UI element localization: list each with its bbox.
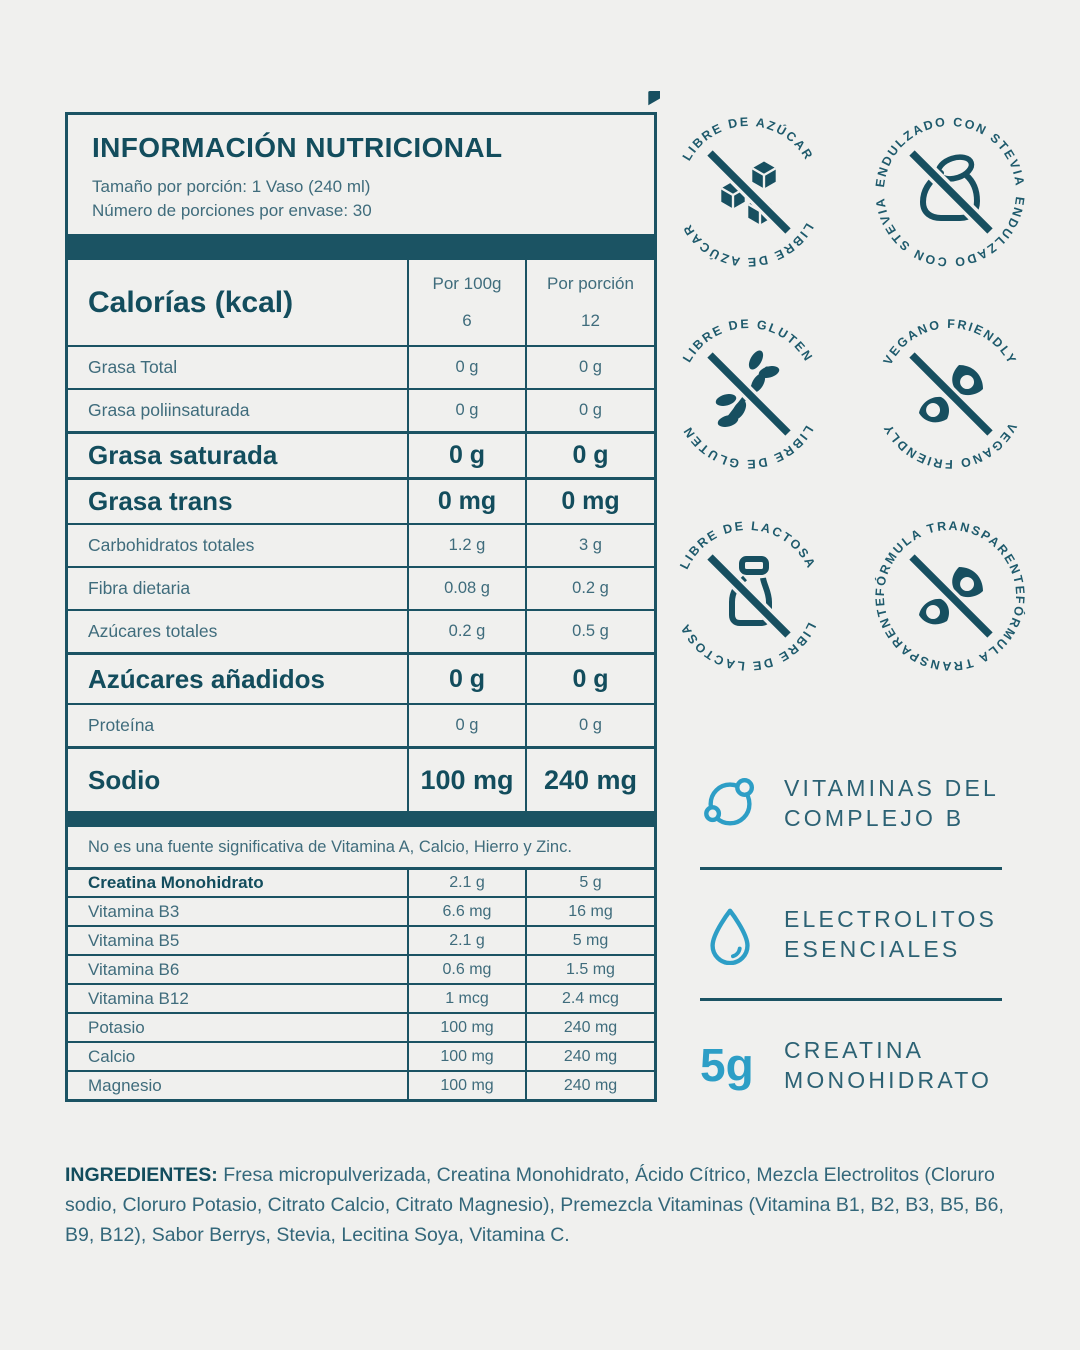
divider [700,867,1002,870]
nutrient-name: Vitamina B6 [88,959,180,979]
value-per-portion: 2.4 mcg [525,985,654,1012]
certification-badges [647,91,1051,697]
nutrient-name: Grasa saturada [88,440,278,470]
divider [700,998,1002,1001]
table-row [68,431,654,477]
highlight-electrolitos [700,894,1012,974]
value-per-portion: 1.5 mg [525,956,654,983]
value-per-portion: 240 mg [525,1072,654,1099]
value-per-portion: 5 mg [525,927,654,954]
value-per-100g: 2.1 g [407,870,525,896]
svg-text:VEGANO FRIENDLY: VEGANO FRIENDLY [880,316,1020,368]
badge-vegano-friendly [849,293,1051,495]
value-per-portion: 5 g [525,870,654,896]
calories-per-100g: 6 [462,311,472,330]
5g-amount: 5g [700,1039,754,1091]
badge-endulzado-con-stevia [849,91,1051,293]
table-row [68,523,654,566]
svg-text:LIBRE DE LACTOSA: LIBRE DE LACTOSA [677,620,819,674]
value-per-portion: 0.5 g [525,611,654,652]
value-per-portion: 0 g [525,390,654,431]
significance-note: No es una fuente significativa de Vitamina A, Calcio, Hierro y Zinc. [88,837,572,856]
column-per-100g [407,260,525,345]
separator-bar-top [65,237,657,257]
svg-text:ENDULZADO CON STEVIA: ENDULZADO CON STEVIA [873,114,1027,189]
table-row-calories [68,257,654,345]
svg-text:LIBRE DE LACTOSA: LIBRE DE LACTOSA [677,518,819,572]
nutrient-name: Sodio [88,764,161,795]
nutrient-name: Grasa trans [88,486,233,516]
value-per-100g: 6.6 mg [407,898,525,925]
column-per-portion [525,260,654,345]
calories-per-portion: 12 [581,311,600,330]
svg-text:LIBRE DE GLUTEN: LIBRE DE GLUTEN [680,423,816,472]
value-per-100g: 0 g [407,705,525,746]
badge-libre-de-lactosa [647,495,849,697]
table-row [68,1041,654,1070]
product-highlights [700,763,1012,1105]
svg-text:ENDULZADO CON STEVIA: ENDULZADO CON STEVIA [873,195,1027,270]
svg-text:LIBRE DE AZÚCAR: LIBRE DE AZÚCAR [679,220,817,270]
value-per-portion: 0 g [525,655,654,703]
svg-text:VEGANO FRIENDLY: VEGANO FRIENDLY [880,420,1020,472]
table-row [68,954,654,983]
nutrient-name: Carbohidratos totales [88,535,255,555]
value-per-100g: 0 g [407,655,525,703]
highlight-text: CREATINA MONOHIDRATO [784,1036,993,1093]
svg-text:FÓRMULA TRANSPARENTE: FÓRMULA TRANSPARENTE [872,518,1028,597]
highlight-vitaminas [700,763,1012,843]
nutrient-name: Calorías (kcal) [88,285,294,319]
value-per-portion: 3 g [525,525,654,566]
ingredients-text: Fresa micropulverizada, Creatina Monohidrato, Ácido Cítrico, Mezcla Electrolitos (Cloruro sodio, Cloruro Potasio, Citrato Calcio, Citrato Magnesio), Premezcla Vitaminas (Vitamina B1, B2, B3, B5, B6, B9, B12), Sabor Berrys, Stevia, Lecitina Soya, Vitamina C. [65,1163,1004,1247]
value-per-100g: 0.6 mg [407,956,525,983]
value-per-100g: 0.08 g [407,568,525,609]
value-per-100g: 0 g [407,347,525,388]
svg-text:LIBRE DE AZÚCAR: LIBRE DE AZÚCAR [679,114,817,164]
value-per-portion: 0.2 g [525,568,654,609]
nutrient-name: Grasa Total [88,357,178,377]
column-header: Por porción [547,274,634,293]
table-row [68,1070,654,1099]
value-per-100g: 2.1 g [407,927,525,954]
nutrient-name: Potasio [88,1017,145,1037]
ingredients-label: INGREDIENTES: [65,1163,218,1186]
badge-libre-de-gluten [647,293,849,495]
table-row [68,652,654,703]
table-row [68,703,654,746]
column-header: Por 100g [432,274,502,293]
table-row [68,867,654,896]
highlight-text: ELECTROLITOS ESENCIALES [784,905,998,962]
value-per-100g: 100 mg [407,1014,525,1041]
table-row [68,925,654,954]
separator-bar-middle [65,811,657,827]
value-per-100g: 1 mcg [407,985,525,1012]
water-drop-icon [700,903,762,965]
nutrient-name: Azúcares totales [88,621,218,641]
svg-text:LIBRE DE GLUTEN: LIBRE DE GLUTEN [680,316,816,365]
value-per-portion: 16 mg [525,898,654,925]
nutrient-name: Proteína [88,715,155,735]
nutrient-name: Magnesio [88,1075,162,1095]
highlight-text: VITAMINAS DEL COMPLEJO B [784,774,999,831]
nutrition-table [65,257,657,1102]
value-per-100g: 100 mg [407,749,525,811]
table-row [68,609,654,652]
nutrient-name: Grasa poliinsaturada [88,400,250,420]
value-per-portion: 240 mg [525,749,654,811]
nutrient-name: Vitamina B12 [88,988,189,1008]
value-per-100g: 0 mg [407,480,525,523]
nutrient-name: Vitamina B3 [88,901,180,921]
value-per-portion: 0 g [525,705,654,746]
ingredients-paragraph [65,1160,1015,1251]
nutrient-name: Creatina Monohidrato [88,873,264,892]
highlight-creatina [700,1025,1012,1105]
badge-formula-transparente [849,495,1051,697]
value-per-portion: 240 mg [525,1043,654,1070]
b-complex-molecule-icon [700,772,762,834]
table-row [68,896,654,925]
nutrient-name: Azúcares añadidos [88,663,325,694]
value-per-portion: 0 mg [525,480,654,523]
nutrition-facts-panel [65,112,657,1102]
value-per-portion: 240 mg [525,1014,654,1041]
value-per-100g: 0 g [407,434,525,477]
nutrient-name: Vitamina B5 [88,930,180,950]
value-per-100g: 0.2 g [407,611,525,652]
panel-header [65,112,657,237]
table-row [68,746,654,811]
table-row [68,345,654,388]
servings-per-container-text: Número de porciones por envase: 30 [92,201,372,220]
page-title: INFORMACIÓN NUTRICIONAL [92,132,503,163]
table-row [68,388,654,431]
table-row [68,477,654,523]
value-per-100g: 100 mg [407,1043,525,1070]
value-per-100g: 1.2 g [407,525,525,566]
table-row [68,983,654,1012]
table-row [68,1012,654,1041]
badge-libre-de-azucar [647,91,849,293]
value-per-100g: 0 g [407,390,525,431]
svg-text:FÓRMULA TRANSPARENTE: FÓRMULA TRANSPARENTE [872,595,1028,674]
serving-size-text: Tamaño por porción: 1 Vaso (240 ml) [92,177,371,196]
nutrient-name: Fibra dietaria [88,578,191,598]
value-per-portion: 0 g [525,434,654,477]
nutrient-name: Calcio [88,1046,136,1066]
value-per-100g: 100 mg [407,1072,525,1099]
value-per-portion: 0 g [525,347,654,388]
table-row [68,566,654,609]
